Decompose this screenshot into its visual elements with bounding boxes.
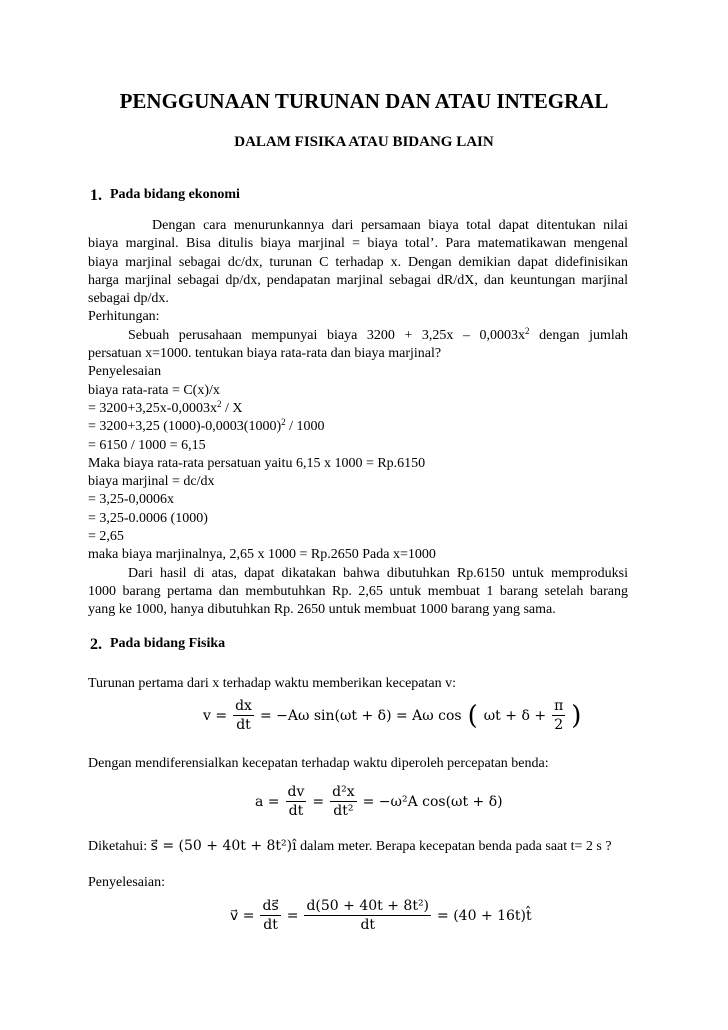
- section-1-title: Pada bidang ekonomi: [110, 187, 240, 202]
- conclusion-line: yang ke 1000, hanya dibutuhkan Rp. 2650 untuk membuat 1000 barang yang sama.: [88, 602, 556, 618]
- calc-line: = 3,25-0,0006x: [88, 492, 175, 508]
- calc-line: Maka biaya rata-rata persatuan yaitu 6,15 x 1000 = Rp.6150: [88, 455, 426, 471]
- calc-line: biaya rata-rata = C(x)/x: [88, 382, 220, 398]
- paragraph-line: sebagai dp/dx.: [88, 291, 169, 307]
- problem-text: Sebuah perusahaan mempunyai biaya $3200 + 3,25x - 0,0003x^2$ dengan jumlah: [128, 325, 628, 343]
- calc-line: = 2,65: [88, 529, 124, 545]
- position-vector-expression: s⃗ = (50 + 40t + 8t²)î: [150, 838, 297, 854]
- problem-line: persatuan x=1000. tentukan biaya rata-rata dan biaya marjinal?: [88, 346, 442, 362]
- paragraph-line: Dengan cara menurunkannya dari persamaan biaya total dapat ditentukan nilai: [152, 218, 628, 233]
- calc-line: biaya marjinal = dc/dx: [88, 474, 215, 490]
- page-title: PENGGUNAAN TURUNAN DAN ATAU INTEGRAL: [119, 89, 609, 113]
- conclusion-line: Dari hasil di atas, dapat dikatakan bahwa dibutuhkan Rp.6150 untuk memproduksi: [128, 565, 628, 581]
- diketahui-line: Diketahui: s⃗ = (50 + 40t + 8t²)î dalam meter. Berapa kecepatan benda pada saat t= 2 s ?: [88, 838, 612, 854]
- section-1-heading: [90, 187, 240, 204]
- calc-line: = 6150 / 1000 = 6,15: [88, 437, 206, 453]
- paragraph-line: biaya marjinal sebagai dc/dx, turunan C terhadap x. Dengan demikian dapat didefinisikan: [88, 254, 628, 270]
- page-subtitle: DALAM FISIKA ATAU BIDANG LAIN: [234, 134, 494, 150]
- perhitungan-label: Perhitungan:: [88, 309, 160, 325]
- calc-line: = $3200+3,25x-0,0003x^2 / X$: [88, 398, 243, 416]
- calc-line: = 3,25-0.0006 (1000): [88, 510, 208, 526]
- paragraph-line: harga marjinal sebagai dp/dx, pendapatan marjinal sebagai dR/dX, dan keuntungan marjinal: [88, 272, 628, 288]
- section-2-number: 2.: [90, 636, 102, 653]
- problem-line: [88, 327, 628, 345]
- section-2-heading: [90, 636, 226, 653]
- section-2-penyelesaian-label: Penyelesaian:: [88, 875, 165, 890]
- penyelesaian-label: Penyelesaian: [88, 364, 162, 380]
- section-2-intro-2: Dengan mendiferensialkan kecepatan terhadap waktu diperoleh percepatan benda:: [88, 756, 549, 771]
- equation-velocity-vector: v⃗ = $\frac{ds⃗}{dt}$ = $\frac{\text{d(50 + 40t + 8t²)}}{dt}$ = (40 + 16t)t̂: [230, 898, 532, 933]
- conclusion-line: 1000 barang pertama dan membutuhkan Rp. 2,65 untuk membuat 1 barang setelah barang: [88, 583, 628, 599]
- calc-line: maka biaya marjinalnya, 2,65 x 1000 = Rp.2650 Pada x=1000: [88, 547, 436, 563]
- section-2-intro-1: Turunan pertama dari x terhadap waktu memberikan kecepatan v:: [88, 676, 457, 691]
- equation-velocity: v = $\frac{dx}{dt}$ = −Aω sin(ωt + δ) = Aω cos ( ωt + δ + $\frac{\pi}{2}$ ): [203, 698, 582, 733]
- section-1-body: [88, 217, 628, 620]
- section-1-number: 1.: [90, 187, 102, 204]
- paragraph-line: biaya marginal. Bisa ditulis biaya marjinal = biaya total’. Para matematikawan mengenal: [88, 236, 628, 252]
- equation-acceleration: a = $\frac{dv}{dt}$ = $\frac{\text{d²x}}{\text{dt²}}$ = −ω²A cos(ωt + δ): [255, 784, 503, 819]
- section-2-title: Pada bidang Fisika: [110, 636, 226, 651]
- calc-line: = 3200+3,25 $(1000)-0,0003(1000)^2 / 1000$: [88, 417, 325, 435]
